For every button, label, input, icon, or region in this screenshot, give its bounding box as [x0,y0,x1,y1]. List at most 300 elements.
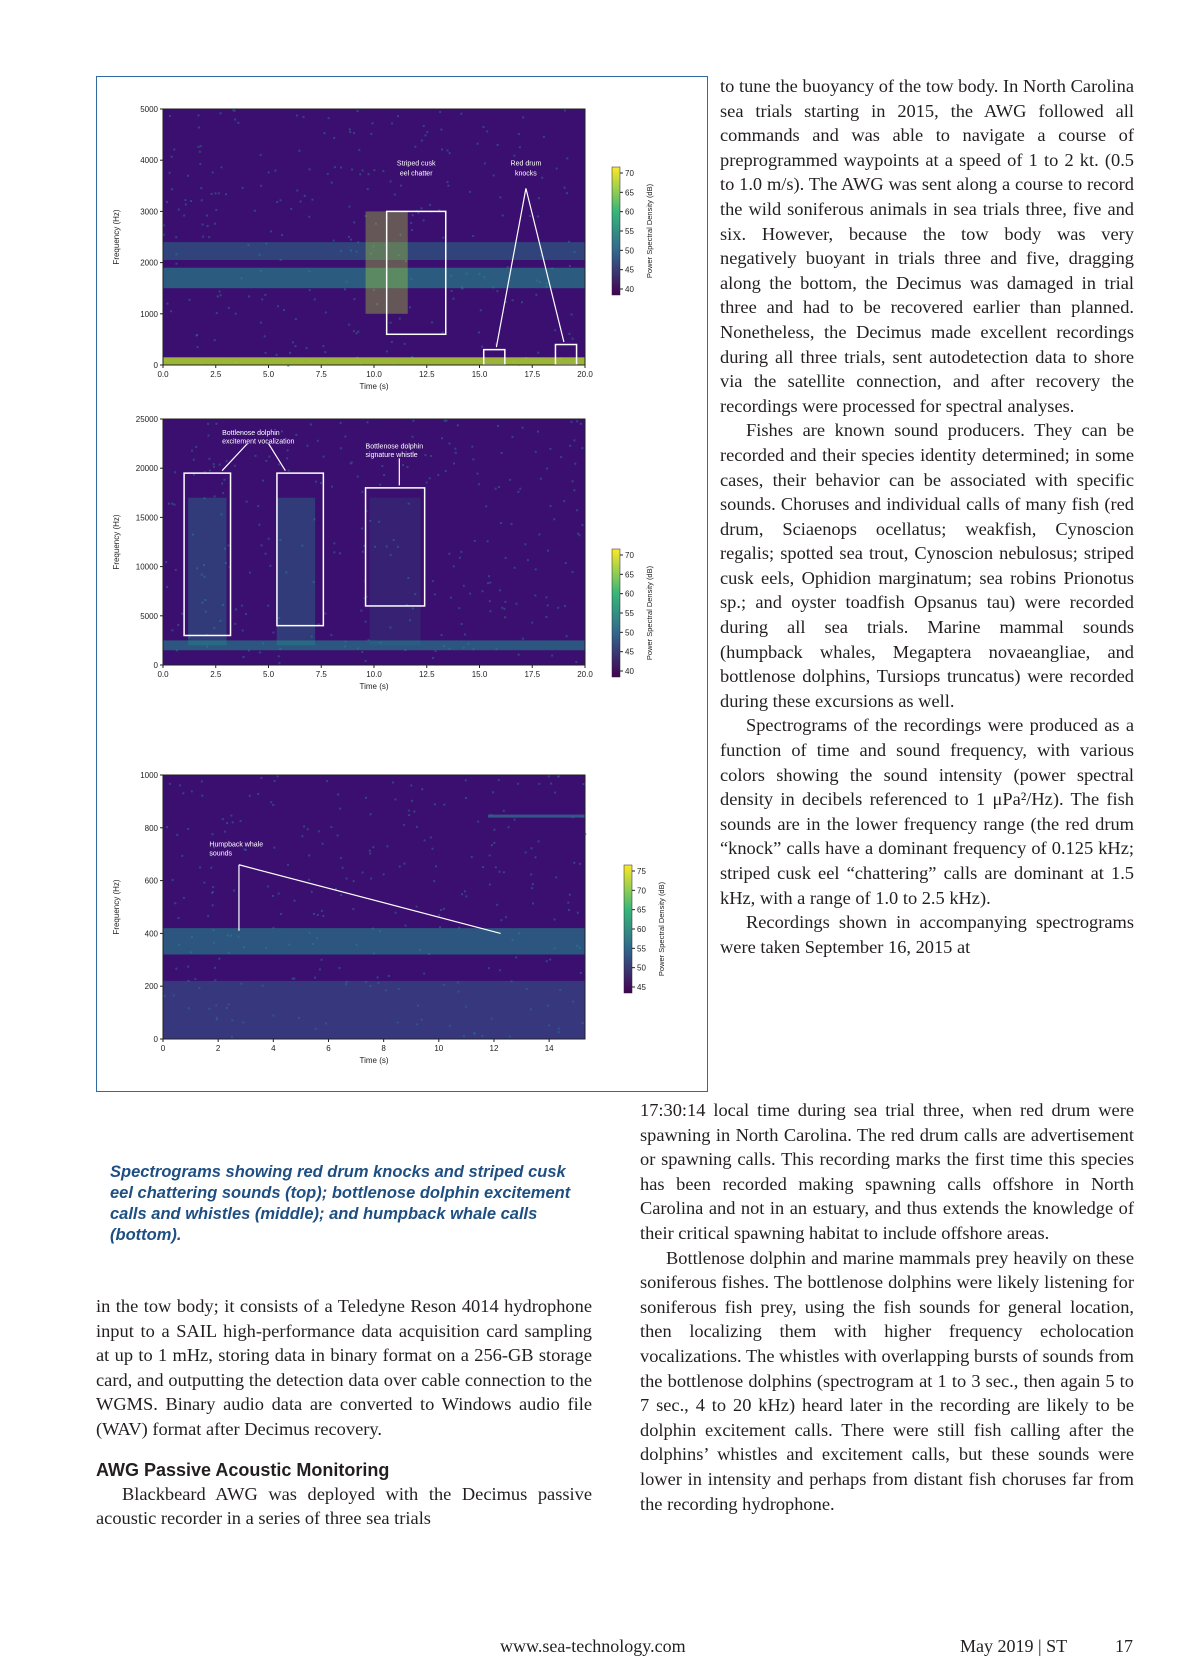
noise-speck [272,895,274,897]
x-tick-label: 6 [326,1044,331,1053]
noise-speck [309,289,311,291]
noise-speck [530,874,532,876]
page-number: 17 [1115,1636,1133,1656]
noise-speck [535,568,537,570]
noise-speck [505,557,507,559]
noise-speck [454,448,456,450]
noise-speck [573,439,575,441]
y-tick-label: 3000 [140,207,158,217]
x-tick-label: 12.5 [418,370,435,379]
noise-speck [495,488,497,490]
noise-speck [361,527,363,529]
noise-speck [340,167,342,169]
noise-speck [233,890,235,892]
noise-speck [511,523,513,525]
noise-speck [525,851,527,853]
noise-speck [484,162,486,164]
noise-speck [560,456,562,458]
noise-speck [326,780,328,782]
noise-speck [277,305,279,307]
noise-speck [493,829,495,831]
noise-speck [400,185,402,187]
noise-speck [333,240,335,242]
colorbar-tick-label: 65 [625,570,634,580]
noise-speck [362,169,364,171]
annotation-label: signature whistle [365,452,418,460]
noise-speck [349,128,351,130]
noise-speck [517,491,519,493]
y-tick-label: 25000 [135,415,158,424]
noise-speck [306,347,308,349]
noise-speck [437,474,439,476]
noise-speck [431,321,433,323]
noise-speck [278,463,280,465]
noise-speck [348,324,350,326]
noise-speck [228,307,230,309]
noise-speck [482,590,484,592]
colorbar-tick-label: 60 [625,589,634,599]
noise-speck [445,470,447,472]
noise-speck [515,956,517,958]
noise-speck [281,430,283,432]
noise-speck [187,966,189,968]
noise-speck [300,201,302,203]
y-tick-label: 600 [144,876,158,886]
noise-speck [222,492,224,494]
noise-speck [276,354,278,356]
noise-speck [440,634,442,636]
noise-speck [406,466,408,468]
noise-speck [322,915,324,917]
noise-speck [408,810,410,812]
noise-speck [224,831,226,833]
noise-speck [474,540,476,542]
noise-speck [257,505,259,507]
noise-speck [358,149,360,151]
noise-speck [582,783,584,785]
noise-speck [339,552,341,554]
noise-speck [453,565,455,567]
noise-speck [458,607,460,609]
noise-speck [534,856,536,858]
noise-speck [573,862,575,864]
noise-speck [317,914,319,916]
noise-speck [315,481,317,483]
noise-speck [212,886,214,888]
noise-speck [295,318,297,320]
noise-speck [503,608,505,610]
y-axis-label: Frequency (Hz) [112,514,121,570]
noise-speck [207,225,209,227]
noise-speck [370,878,372,880]
colorbar-tick-label: 70 [625,551,634,560]
noise-speck [410,784,412,786]
noise-speck [503,871,505,873]
noise-speck [547,550,549,552]
noise-speck [365,797,367,799]
noise-speck [522,427,524,429]
noise-speck [353,132,355,134]
x-tick-label: 7.5 [315,670,327,679]
noise-speck [240,820,242,822]
noise-speck [447,185,449,187]
noise-speck [258,524,260,526]
x-tick-label: 14 [544,1044,554,1053]
noise-speck [572,480,574,482]
noise-speck [579,863,581,865]
noise-speck [489,582,491,584]
noise-speck [327,173,329,175]
noise-speck [359,173,361,175]
noise-speck [362,551,364,553]
noise-speck [309,168,311,170]
noise-speck [464,890,466,892]
noise-speck [410,222,412,224]
noise-speck [296,190,298,192]
noise-speck [496,290,498,292]
noise-speck [430,455,432,457]
colorbar-label: Power Spectral Density (dB) [657,881,666,977]
noise-speck [281,234,283,236]
noise-speck [424,134,426,136]
noise-speck [487,540,489,542]
noise-speck [368,173,370,175]
noise-speck [546,468,548,470]
noise-speck [550,783,552,785]
noise-speck [237,122,239,124]
y-tick-label: 5000 [140,105,158,114]
noise-speck [274,170,276,172]
noise-speck [402,464,404,466]
noise-speck [518,654,520,656]
noise-speck [175,263,177,265]
noise-speck [434,593,436,595]
noise-speck [194,978,196,980]
x-tick-label: 5.0 [262,670,275,679]
noise-speck [502,214,504,216]
noise-speck [576,420,578,422]
noise-speck [465,779,467,781]
noise-speck [197,346,199,348]
noise-speck [508,826,510,828]
noise-speck [298,150,300,152]
noise-speck [264,294,266,296]
noise-speck [220,166,222,168]
spectrogram-bottom [97,737,709,1087]
noise-speck [175,569,177,571]
noise-speck [350,239,352,241]
noise-speck [171,188,173,190]
noise-speck [424,454,426,456]
noise-speck [209,470,211,472]
x-tick-label: 15.0 [471,370,488,379]
noise-speck [493,842,495,844]
noise-speck [308,216,310,218]
noise-speck [324,351,326,353]
noise-speck [357,331,359,333]
noise-speck [421,788,423,790]
noise-speck [217,295,219,297]
noise-speck [517,783,519,785]
noise-speck [223,479,225,481]
noise-speck [512,299,514,301]
noise-speck [518,133,520,135]
noise-speck [310,423,312,425]
noise-speck [277,775,279,777]
noise-speck [383,873,385,875]
noise-speck [311,199,313,201]
noise-speck [172,879,174,881]
noise-speck [504,601,506,603]
noise-speck [165,561,167,563]
noise-speck [488,575,490,577]
noise-speck [182,792,184,794]
noise-speck [199,163,201,165]
noise-speck [261,298,263,300]
noise-speck [212,891,214,893]
noise-speck [167,303,169,305]
noise-speck [465,797,467,799]
noise-speck [175,968,177,970]
noise-speck [230,815,232,817]
colorbar-tick-label: 40 [625,285,634,294]
noise-speck [535,294,537,296]
noise-speck [287,449,289,451]
colorbar-tick-label: 45 [637,983,646,992]
noise-speck [498,871,500,873]
noise-speck [442,237,444,239]
x-tick-label: 2 [215,1044,221,1053]
noise-speck [522,638,524,640]
noise-speck [200,145,202,147]
noise-speck [481,346,483,348]
x-tick-label: 0.0 [157,670,169,679]
noise-speck [322,345,324,347]
colorbar-tick-label: 55 [637,944,646,954]
noise-speck [551,655,553,657]
noise-speck [268,538,270,540]
noise-speck [260,777,262,779]
noise-speck [173,504,175,506]
noise-speck [442,332,444,334]
noise-speck [459,557,461,559]
noise-speck [537,431,539,433]
colorbar-tick-label: 45 [625,265,634,275]
noise-speck [495,866,497,868]
noise-speck [234,119,236,121]
noise-speck [486,130,488,132]
x-tick-label: 10.0 [366,670,382,679]
noise-speck [538,197,540,199]
x-tick-label: 10.0 [366,370,382,379]
noise-speck [465,895,467,897]
noise-speck [529,215,531,217]
noise-speck [174,471,176,473]
noise-speck [323,456,325,458]
noise-speck [203,882,205,884]
noise-speck [538,840,540,842]
noise-speck [330,634,332,636]
y-tick-label: 0 [153,361,158,370]
noise-speck [514,567,516,569]
noise-speck [195,446,197,448]
y-tick-label: 2000 [140,258,158,268]
noise-speck [265,460,267,462]
noise-speck [497,144,499,146]
noise-speck [471,446,473,448]
noise-speck [268,456,270,458]
noise-speck [426,131,428,133]
noise-speck [328,117,330,119]
noise-speck [177,624,179,626]
colorbar [612,167,620,295]
noise-speck [478,483,480,485]
noise-speck [346,877,348,879]
noise-speck [581,447,583,449]
noise-speck [207,423,209,425]
noise-speck [541,177,543,179]
noise-speck [215,209,217,211]
noise-speck [245,613,247,615]
noise-speck [500,522,502,524]
noise-speck [432,657,434,659]
y-axis-label: Frequency (Hz) [112,209,121,265]
noise-speck [504,616,506,618]
noise-speck [214,967,216,969]
x-tick-label: 20.0 [577,370,593,379]
noise-speck [476,473,478,475]
noise-speck [390,180,392,182]
noise-speck [331,486,333,488]
noise-speck [242,630,244,632]
noise-speck [433,880,435,882]
noise-speck [566,157,568,159]
noise-speck [519,146,521,148]
noise-speck [532,883,534,885]
noise-speck [303,116,305,118]
noise-speck [171,503,173,505]
noise-speck [342,867,344,869]
noise-speck [457,424,459,426]
noise-speck [547,604,549,606]
noise-speck [213,466,215,468]
noise-speck [228,544,230,546]
noise-speck [498,779,500,781]
paragraph: Bottlenose dolphin and marine mammals prey heavily on these soniferous fishes. The bottlenose dolphins were likely listening for soniferous fish prey, using the fish sounds for general location, then localizing them with higher frequency echolocation vocalizations. The whistles with overlapping bursts of sounds from the bottlenose dolphins (spectrogram at 1 to 3 sec., then again 5 to 7 sec., 4 to 20 kHz) heard later in the recording are likely to be dolphin excitement calls. There were still fish calling after the dolphins’ whistles and excitement calls, but these sounds were lower in intensity and perhaps from distant fish choruses far from the recording hydrophone. [640,1247,1134,1514]
noise-speck [353,221,355,223]
noise-speck [276,201,278,203]
noise-speck [556,168,558,170]
noise-speck [314,977,316,979]
noise-speck [234,110,236,112]
noise-speck [489,884,491,886]
y-tick-label: 200 [144,982,158,992]
noise-speck [353,298,355,300]
noise-speck [416,906,418,908]
noise-speck [478,331,480,333]
noise-speck [183,215,185,217]
noise-speck [319,969,321,971]
noise-speck [543,136,545,138]
vocalization-patch [277,498,315,646]
noise-speck [339,967,341,969]
noise-speck [565,562,567,564]
noise-speck [166,586,168,588]
colorbar-tick-label: 55 [625,227,634,236]
noise-speck [512,436,514,438]
noise-speck [187,175,189,177]
noise-speck [441,148,443,150]
noise-speck [522,116,524,118]
colorbar-tick-label: 60 [625,207,634,217]
noise-speck [443,908,445,910]
noise-speck [264,352,266,354]
vocalization-patch [188,498,226,646]
noise-speck [527,559,529,561]
annotation-label: Bottlenose dolphin [365,443,424,451]
noise-speck [432,580,434,582]
noise-speck [365,621,367,623]
noise-speck [321,959,323,961]
noise-speck [501,607,503,609]
noise-speck [573,489,575,491]
noise-speck [569,894,571,896]
spectrogram-figure [96,76,708,1092]
x-tick-label: 12 [489,1044,499,1053]
colorbar-tick-label: 55 [625,609,634,618]
x-tick-label: 8 [381,1044,386,1053]
y-tick-label: 15000 [135,513,158,523]
noise-speck [246,501,248,503]
noise-speck [241,605,243,607]
noise-speck [391,341,393,343]
noise-speck [530,847,532,849]
noise-speck [175,236,177,238]
noise-speck [187,828,189,830]
paragraph: 17:30:14 local time during sea trial three, when red drum were spawning in North Carolina. The red drum calls are advertisement or spawning calls. This recording marks the first time this species has been recorded making spawning calls offshore in North Carolina and not in an estuary, and thus extends the knowledge of their critical spawning habitat to include offshore areas. [640,1100,1134,1243]
noise-speck [455,452,457,454]
noise-speck [550,505,552,507]
noise-speck [361,651,363,653]
noise-speck [535,451,537,453]
noise-speck [489,610,491,612]
annotation-label: sounds [209,850,232,858]
noise-speck [574,463,576,465]
noise-speck [420,207,422,209]
noise-speck [477,143,479,145]
noise-speck [208,236,210,238]
paragraph: Recordings shown in accompanying spectrograms were taken September 16, 2015 at [720,912,1134,957]
noise-speck [499,969,501,971]
noise-speck [213,463,215,465]
noise-speck [348,236,350,238]
noise-speck [399,318,401,320]
noise-speck [388,975,390,977]
x-tick-label: 5.0 [262,370,275,379]
noise-speck [320,482,322,484]
noise-speck [441,437,443,439]
noise-speck [394,798,396,800]
noise-speck [210,867,212,869]
noise-speck [471,856,473,858]
noise-speck [488,967,490,969]
section-heading: AWG Passive Acoustic Monitoring [96,1459,390,1480]
noise-speck [568,333,570,335]
annotation-label: Humpback whale [209,841,264,849]
noise-speck [168,503,170,505]
noise-speck [295,434,297,436]
colorbar-tick-label: 50 [625,246,634,256]
